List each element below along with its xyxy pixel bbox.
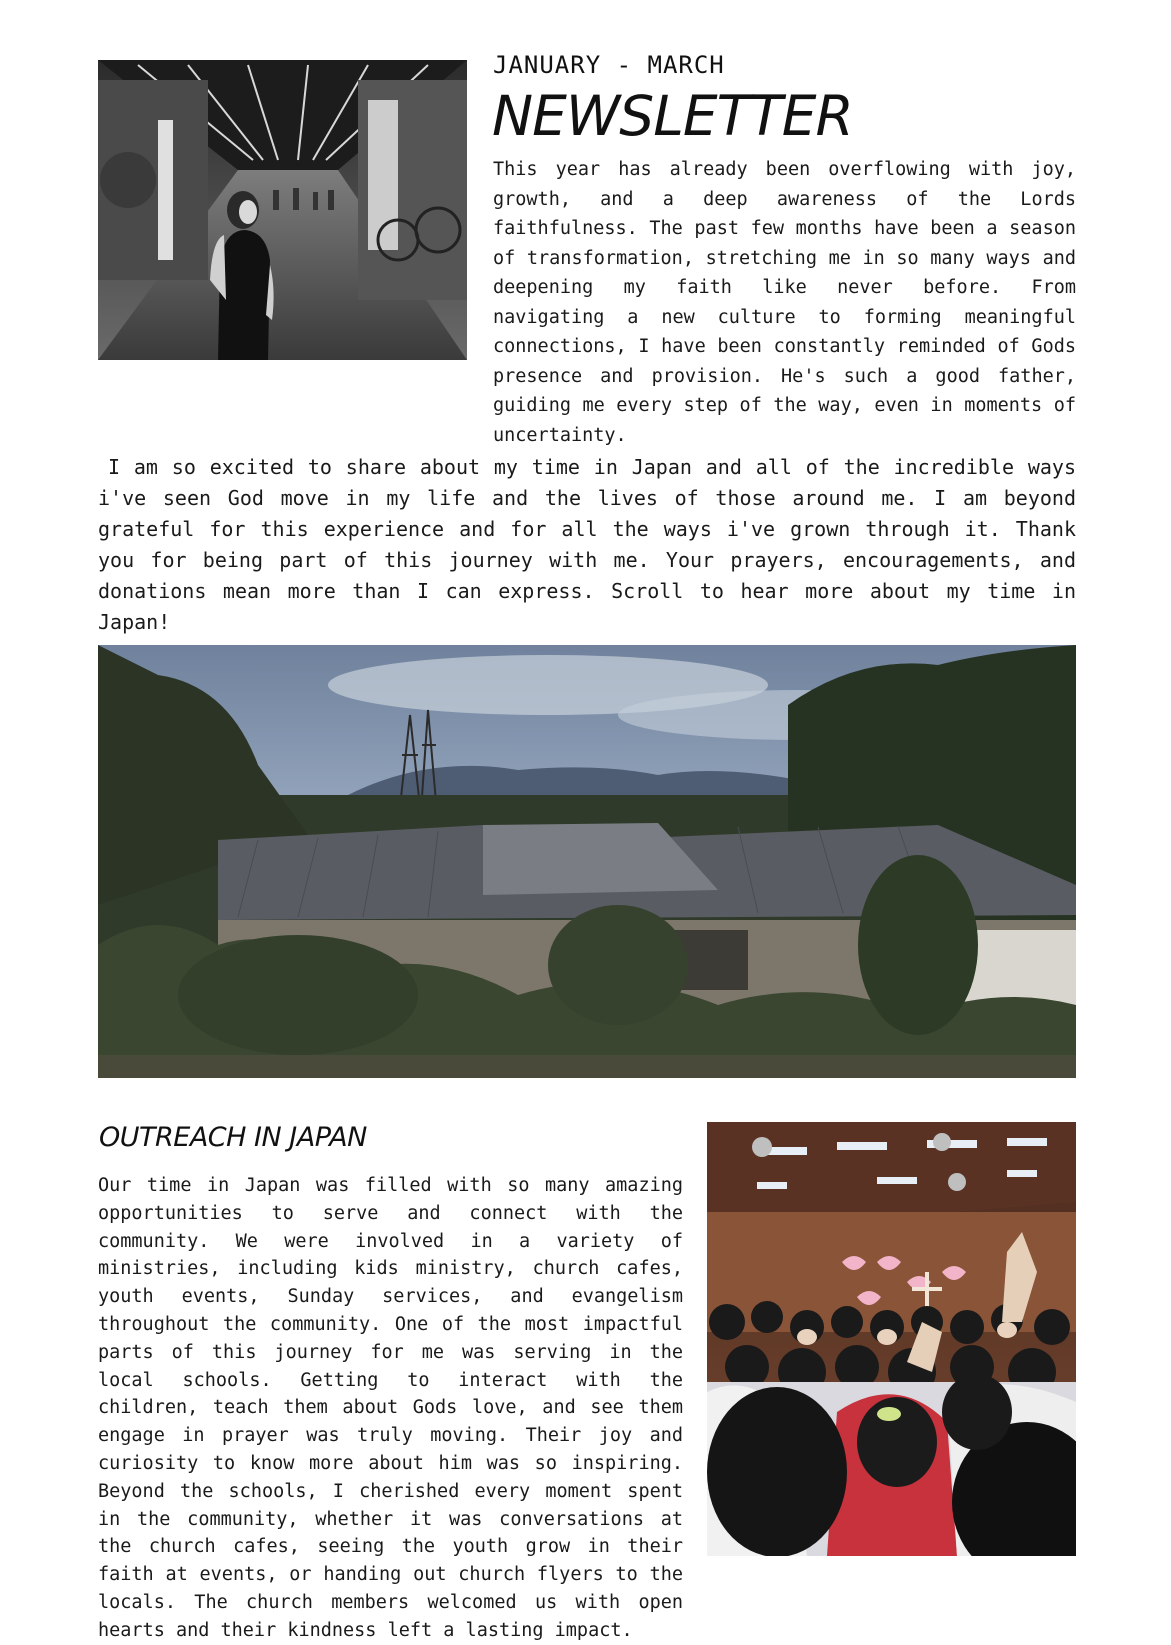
street-photo-image [98,60,467,360]
newsletter-title: NEWSLETTER [492,84,853,148]
intro-paragraph-2: I am so excited to share about my time in Japan and all of the incredible ways i've seen God move in my life and the lives of those around me. I am beyond grateful for this experience and for all the ways i've grown through it. Thank you for being part of this journey with me. Your prayers, encouragements, and donations mean more than I can express. Scroll to hear more about my time in Japan! [98,455,1076,634]
intro-paragraph: This year has already been overflowing with joy, growth, and a deep awareness of the Lords faithfulness. The past few months have been a season of transformation, stretching me in so many ways and deepening my faith like never before. From navigating a new culture to forming meaningful connections, I have been constantly reminded of Gods presence and provision. He's such a good father, guiding me every step of the way, even in moments of uncertainty. [493,159,1076,446]
outreach-heading: OUTREACH IN JAPAN [99,1122,367,1153]
house-photo [98,645,1076,1078]
children-photo [707,1122,1076,1556]
house-photo-image [98,645,1076,1078]
outreach-body: Our time in Japan was filled with so many amazing opportunities to serve and connect with the community. We were involved in a variety of ministries, including kids ministry, church cafes, youth events, Sunday services, and evangelism throughout the community. One of the most impactful parts of this journey for me was serving in the local schools. Getting to interact with the children, teach them about Gods love, and see them engage in prayer was truly moving. Their joy and curiosity to know more about him was so inspiring. Beyond the schools, I cherished every moment spent in the community, whether it was conversations at the church cafes, seeing the youth grow in their faith at events, or handing out church flyers to the locals. The church members welcomed us with open hearts and their kindness left a lasting impact. [98,1175,683,1641]
street-photo [98,60,467,360]
newsletter-period: JANUARY - MARCH [493,51,725,79]
children-photo-image [707,1122,1076,1556]
